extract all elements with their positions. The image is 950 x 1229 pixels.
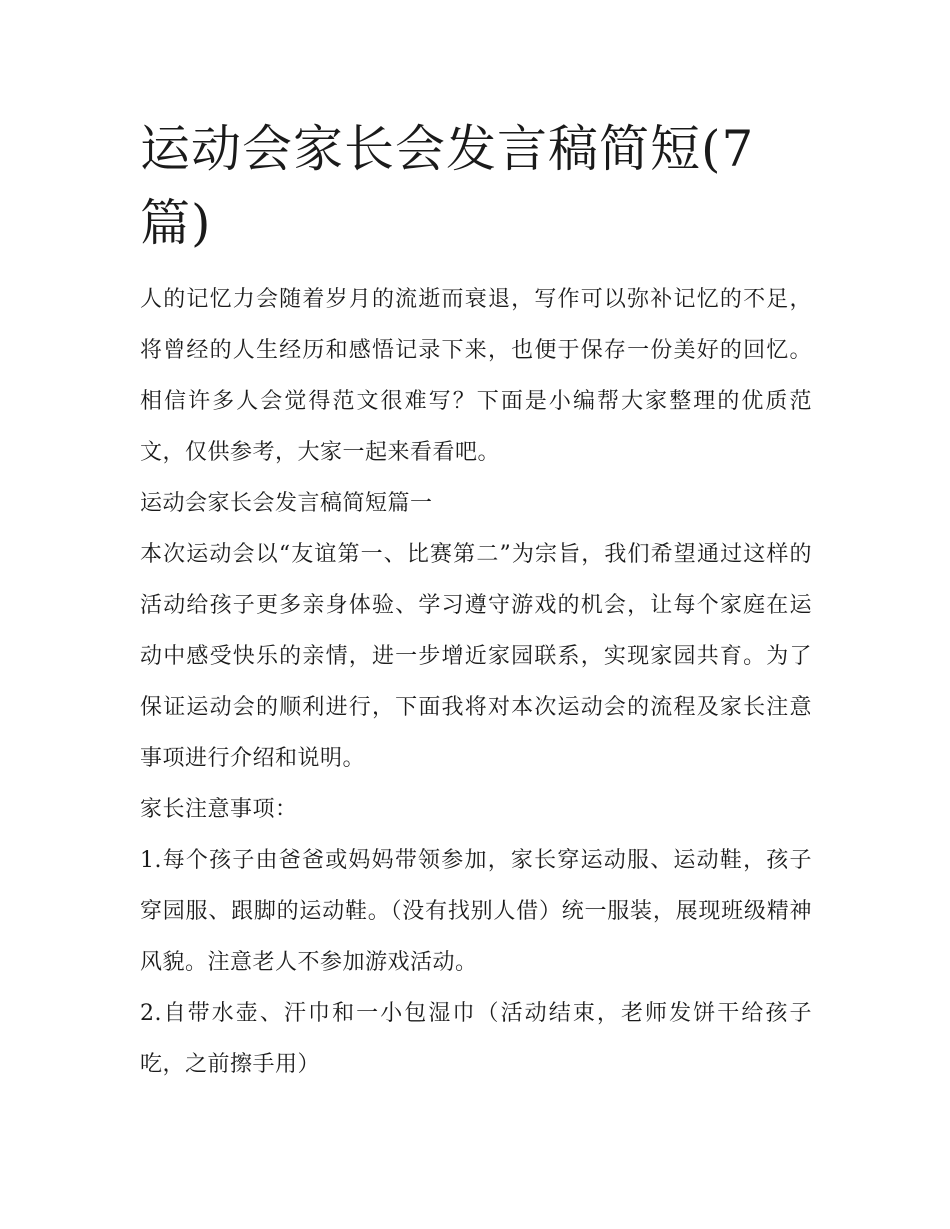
- notice-item-2: 2.自带水壶、汗巾和一小包湿巾（活动结束，老师发饼干给孩子吃，之前擦手用）: [140, 1001, 812, 1077]
- document-title: 运动会家长会发言稿简短(7篇): [140, 120, 755, 252]
- intro-paragraph: 人的记忆力会随着岁月的流逝而衰退，写作可以弥补记忆的不足，将曾经的人生经历和感悟记录下来，也便于保存一份美好的回忆。相信许多人会觉得范文很难写？下面是小编帮大家整理的优质范文，仅供参考，大家一起来看看吧。: [140, 287, 812, 465]
- body-paragraph: 本次运动会以“友谊第一、比赛第二”为宗旨，我们希望通过这样的活动给孩子更多亲身体验、学习遵守游戏的机会，让每个家庭在运动中感受快乐的亲情，进一步增近家园联系，实现家园共育。为了保证运动会的顺利进行，下面我将对本次运动会的流程及家长注意事项进行介绍和说明。: [140, 542, 812, 771]
- section-heading: 运动会家长会发言稿简短篇一: [140, 491, 433, 516]
- notice-heading: 家长注意事项：: [140, 797, 298, 822]
- notice-item-1: 1.每个孩子由爸爸或妈妈带领参加，家长穿运动服、运动鞋，孩子穿园服、跟脚的运动鞋。（没有找别人借）统一服装，展现班级精神风貌。注意老人不参加游戏活动。: [140, 848, 812, 975]
- document-page: [140, 112, 812, 1090]
